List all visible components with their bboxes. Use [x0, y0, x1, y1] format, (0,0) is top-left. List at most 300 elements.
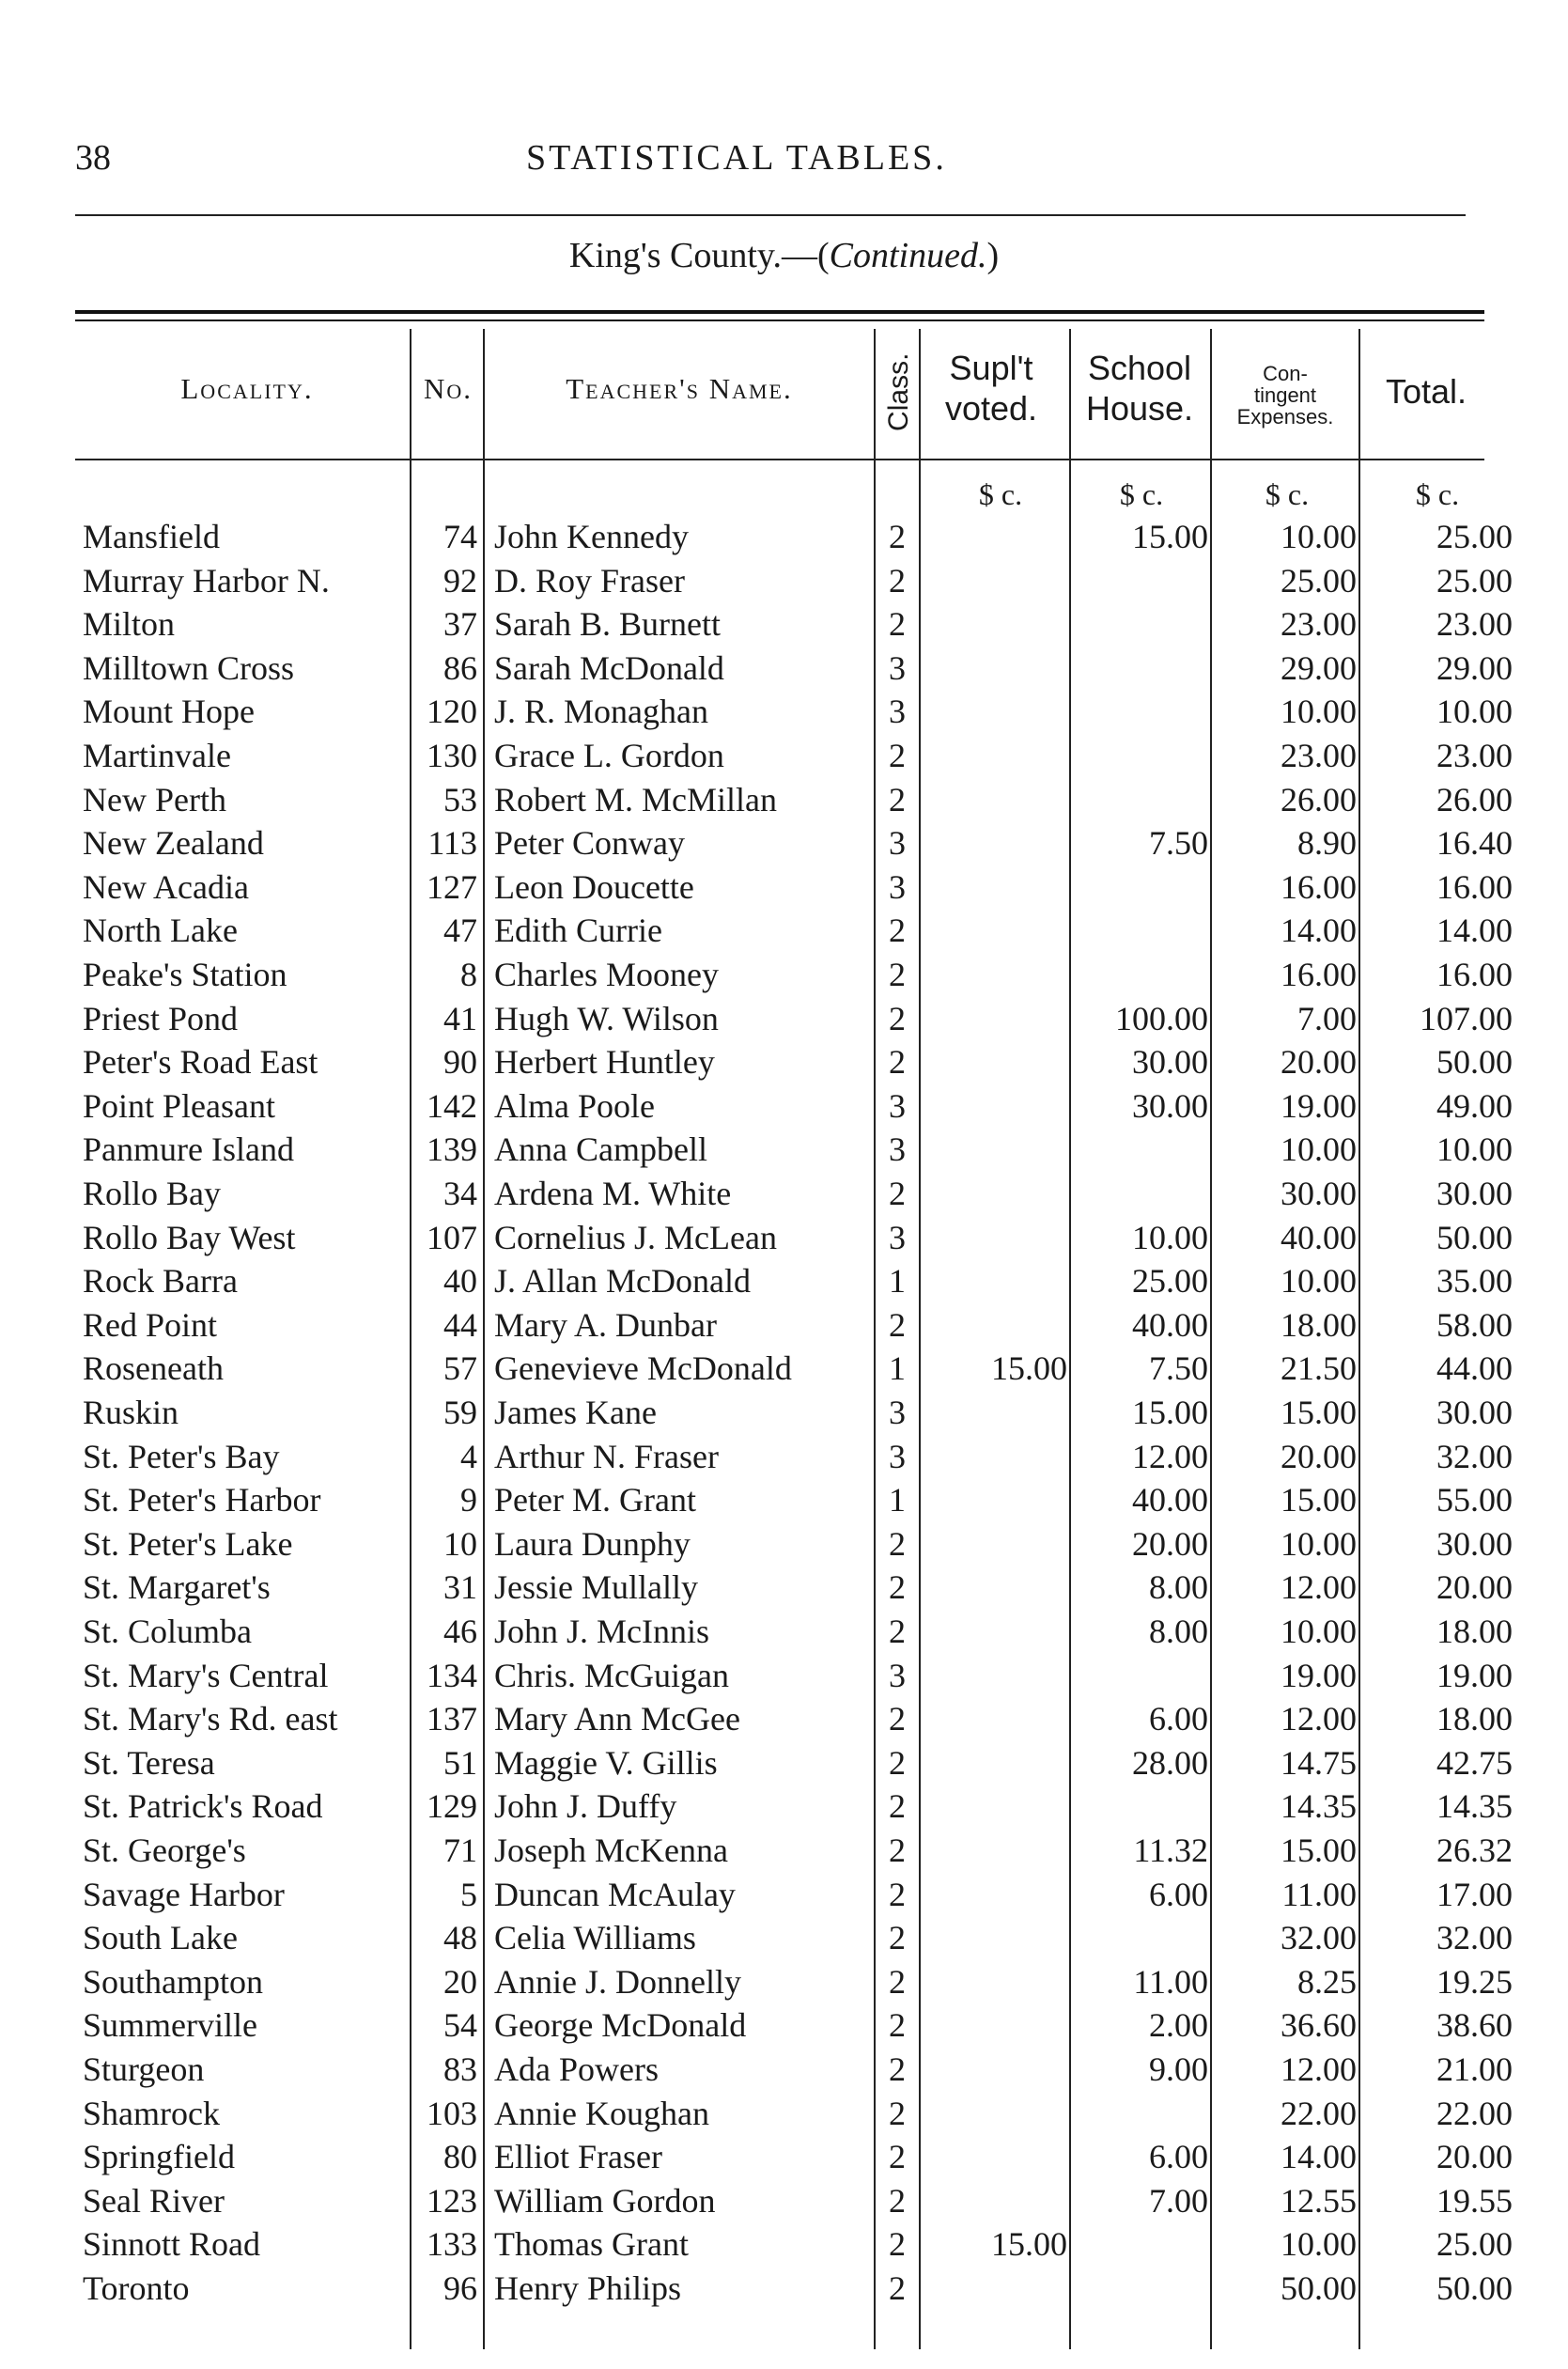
cell-contingent: 29.00 — [1281, 648, 1357, 687]
cell-locality: New Zealand — [83, 824, 264, 863]
cell-school-house: 30.00 — [1132, 1043, 1208, 1082]
cell-class: 2 — [889, 2094, 906, 2132]
table-row — [0, 1084, 1568, 1129]
cell-class: 3 — [889, 824, 906, 863]
cell-school-house: 9.00 — [1149, 2050, 1208, 2088]
table-row — [0, 734, 1568, 778]
cell-number: 83 — [443, 2050, 477, 2088]
cell-teacher-name: Henry Philips — [494, 2269, 682, 2307]
cell-total: 20.00 — [1436, 1568, 1513, 1607]
cell-school-house: 6.00 — [1149, 1875, 1208, 1913]
table-row — [0, 1303, 1568, 1348]
cell-teacher-name: Sarah McDonald — [494, 648, 724, 687]
cell-total: 55.00 — [1436, 1481, 1513, 1520]
table-row — [0, 515, 1568, 559]
cell-contingent: 10.00 — [1281, 1613, 1357, 1650]
cell-class: 2 — [889, 1524, 906, 1563]
cell-contingent: 10.00 — [1281, 1130, 1357, 1169]
cell-class: 2 — [889, 1305, 906, 1344]
cell-class: 2 — [889, 956, 906, 993]
cell-class: 1 — [889, 1349, 906, 1388]
cell-locality: St. Mary's Central — [83, 1656, 329, 1694]
cell-class: 2 — [889, 518, 906, 555]
cell-school-house: 15.00 — [1132, 518, 1208, 555]
cell-school-house: 15.00 — [1132, 1394, 1208, 1431]
cell-class: 2 — [889, 1743, 906, 1782]
cell-locality: St. Peter's Bay — [83, 1437, 280, 1475]
cell-contingent: 40.00 — [1281, 1218, 1357, 1256]
cell-locality: St. Margaret's — [83, 1568, 271, 1607]
cell-teacher-name: William Gordon — [494, 2181, 716, 2220]
cell-contingent: 12.00 — [1281, 1700, 1357, 1738]
cell-total: 17.00 — [1436, 1875, 1513, 1913]
cell-number: 41 — [443, 999, 477, 1037]
cell-teacher-name: Hugh W. Wilson — [494, 999, 719, 1037]
subtitle-close: ) — [986, 236, 1000, 275]
cell-total: 42.75 — [1436, 1743, 1513, 1782]
cell-school-house: 7.50 — [1149, 1349, 1208, 1388]
cell-contingent: 8.25 — [1297, 1962, 1357, 2001]
table-row — [0, 1610, 1568, 1654]
table-row — [0, 997, 1568, 1041]
table-subtitle — [0, 235, 1568, 276]
cell-contingent: 8.90 — [1297, 824, 1357, 863]
cell-total: 50.00 — [1436, 2269, 1513, 2307]
cell-locality: Point Pleasant — [83, 1086, 275, 1125]
cell-locality: Summerville — [83, 2006, 257, 2045]
cell-total: 35.00 — [1436, 1262, 1513, 1301]
table-top-rule — [75, 310, 1484, 314]
table-row — [0, 690, 1568, 734]
header-school-house — [1069, 348, 1210, 429]
cell-contingent: 32.00 — [1281, 1919, 1357, 1957]
cell-teacher-name: Robert M. McMillan — [494, 780, 777, 818]
cell-number: 133 — [427, 2225, 477, 2264]
cell-number: 4 — [460, 1437, 477, 1475]
cell-number: 57 — [443, 1349, 477, 1388]
cell-teacher-name: Peter Conway — [494, 824, 685, 863]
cell-number: 113 — [427, 824, 477, 863]
cell-supl-voted: 15.00 — [991, 2225, 1067, 2264]
cell-locality: Priest Pond — [83, 999, 239, 1037]
cell-teacher-name: J. Allan McDonald — [494, 1262, 751, 1301]
subtitle-county: King's County.—( — [568, 236, 830, 275]
header-school-line1: School — [1087, 349, 1192, 387]
cell-teacher-name: Genevieve McDonald — [494, 1349, 792, 1388]
cell-locality: New Acadia — [83, 867, 249, 906]
cell-locality: Southampton — [83, 1962, 264, 2001]
table-row — [0, 2179, 1568, 2223]
header-teacher-name: Teacher's Name. — [566, 372, 793, 405]
cell-number: 53 — [443, 780, 477, 818]
cell-locality: St. Peter's Lake — [83, 1524, 293, 1563]
cell-class: 2 — [889, 1568, 906, 1607]
cell-class: 3 — [889, 1218, 906, 1256]
cell-contingent: 36.60 — [1281, 2006, 1357, 2045]
cell-teacher-name: Ardena M. White — [494, 1175, 732, 1212]
cell-supl-voted: 15.00 — [991, 1349, 1067, 1388]
cell-number: 80 — [443, 2138, 477, 2176]
cell-teacher-name: Grace L. Gordon — [494, 737, 724, 774]
cell-class: 2 — [889, 561, 906, 600]
table-row — [0, 1829, 1568, 1873]
table-row — [0, 953, 1568, 997]
cell-number: 44 — [443, 1305, 477, 1344]
cell-locality: Rollo Bay — [83, 1175, 222, 1212]
cell-total: 14.35 — [1436, 1787, 1513, 1826]
cell-total: 18.00 — [1436, 1700, 1513, 1738]
cell-number: 37 — [443, 605, 477, 644]
running-head: STATISTICAL TABLES. — [526, 138, 947, 178]
cell-teacher-name: John J. McInnis — [494, 1613, 710, 1650]
cell-teacher-name: Herbert Huntley — [494, 1043, 715, 1082]
cell-contingent: 20.00 — [1281, 1437, 1357, 1475]
cell-school-house: 2.00 — [1149, 2006, 1208, 2045]
cell-contingent: 14.35 — [1281, 1787, 1357, 1826]
cell-class: 2 — [889, 912, 906, 950]
cell-class: 2 — [889, 1613, 906, 1650]
table-row — [0, 1391, 1568, 1435]
cell-total: 107.00 — [1420, 999, 1513, 1037]
cell-class: 2 — [889, 999, 906, 1037]
cell-number: 31 — [443, 1568, 477, 1607]
cell-total: 21.00 — [1436, 2050, 1513, 2088]
cell-contingent: 25.00 — [1281, 561, 1357, 600]
table-row — [0, 2267, 1568, 2311]
cell-locality: Mount Hope — [83, 693, 255, 731]
cell-contingent: 23.00 — [1281, 737, 1357, 774]
cell-teacher-name: Mary Ann McGee — [494, 1700, 740, 1738]
cell-contingent: 10.00 — [1281, 1524, 1357, 1563]
header-contingent-expenses — [1210, 363, 1360, 428]
cell-teacher-name: Annie J. Donnelly — [494, 1962, 741, 2001]
cell-contingent: 19.00 — [1281, 1656, 1357, 1694]
cell-class: 2 — [889, 1831, 906, 1869]
table-row — [0, 1128, 1568, 1172]
cell-locality: Milltown Cross — [83, 648, 295, 687]
cell-contingent: 10.00 — [1281, 1262, 1357, 1301]
cell-number: 8 — [460, 956, 477, 993]
cell-number: 46 — [443, 1613, 477, 1650]
cell-teacher-name: Cornelius J. McLean — [494, 1218, 777, 1256]
cell-number: 142 — [427, 1086, 477, 1125]
cell-number: 129 — [427, 1787, 477, 1826]
cell-teacher-name: Annie Koughan — [494, 2094, 709, 2132]
cell-number: 10 — [443, 1524, 477, 1563]
cell-number: 90 — [443, 1043, 477, 1082]
cell-total: 16.00 — [1436, 867, 1513, 906]
cell-teacher-name: D. Roy Fraser — [494, 561, 685, 600]
cell-total: 30.00 — [1436, 1524, 1513, 1563]
cell-number: 92 — [443, 561, 477, 600]
table-row — [0, 2003, 1568, 2048]
cell-teacher-name: James Kane — [494, 1394, 657, 1431]
cell-contingent: 21.50 — [1281, 1349, 1357, 1388]
cell-locality: Savage Harbor — [83, 1875, 285, 1913]
cell-school-house: 40.00 — [1132, 1305, 1208, 1344]
cell-locality: Martinvale — [83, 737, 231, 774]
cell-contingent: 10.00 — [1281, 2225, 1357, 2264]
cell-school-house: 25.00 — [1132, 1262, 1208, 1301]
cell-total: 25.00 — [1436, 518, 1513, 555]
cell-teacher-name: Thomas Grant — [494, 2225, 689, 2264]
cell-number: 51 — [443, 1743, 477, 1782]
cell-locality: Roseneath — [83, 1349, 224, 1388]
cell-class: 1 — [889, 1262, 906, 1301]
cell-contingent: 11.00 — [1281, 1875, 1357, 1913]
cell-locality: St. Peter's Harbor — [83, 1481, 321, 1520]
table-row — [0, 821, 1568, 865]
table-top-rule-thin — [75, 320, 1484, 321]
cell-class: 3 — [889, 648, 906, 687]
cell-total: 26.00 — [1436, 780, 1513, 818]
cell-locality: St. Columba — [83, 1613, 253, 1650]
cell-class: 2 — [889, 605, 906, 644]
table-row — [0, 1259, 1568, 1303]
cell-total: 44.00 — [1436, 1349, 1513, 1388]
cell-total: 14.00 — [1436, 912, 1513, 950]
cell-contingent: 30.00 — [1281, 1175, 1357, 1212]
cell-locality: Shamrock — [83, 2094, 220, 2132]
cell-contingent: 10.00 — [1281, 518, 1357, 555]
cell-number: 5 — [460, 1875, 477, 1913]
cell-teacher-name: Joseph McKenna — [494, 1831, 728, 1869]
cell-class: 3 — [889, 1394, 906, 1431]
cell-number: 9 — [460, 1481, 477, 1520]
cell-locality: Sturgeon — [83, 2050, 205, 2088]
cell-locality: Murray Harbor N. — [83, 561, 330, 600]
cell-school-house: 30.00 — [1132, 1086, 1208, 1125]
cell-number: 96 — [443, 2269, 477, 2307]
cell-class: 2 — [889, 1962, 906, 2001]
table-row — [0, 2092, 1568, 2136]
header-supl-line2: voted. — [944, 389, 1038, 429]
cell-teacher-name: Maggie V. Gillis — [494, 1743, 718, 1782]
cell-total: 49.00 — [1436, 1086, 1513, 1125]
header-school-line2: House. — [1085, 389, 1194, 429]
cell-number: 48 — [443, 1919, 477, 1957]
cell-number: 123 — [427, 2181, 477, 2220]
units-school: $ c. — [1119, 477, 1164, 511]
cell-locality: Sinnott Road — [83, 2225, 261, 2264]
table-row — [0, 1654, 1568, 1698]
header-no: No. — [423, 372, 474, 405]
cell-total: 10.00 — [1436, 693, 1513, 731]
cell-number: 59 — [443, 1394, 477, 1431]
cell-total: 19.00 — [1436, 1656, 1513, 1694]
cell-contingent: 7.00 — [1297, 999, 1357, 1037]
cell-locality: Rollo Bay West — [83, 1218, 296, 1256]
cell-teacher-name: Anna Campbell — [494, 1130, 707, 1169]
cell-contingent: 12.00 — [1281, 2050, 1357, 2088]
cell-locality: Panmure Island — [83, 1130, 294, 1169]
cell-total: 25.00 — [1436, 561, 1513, 600]
cell-teacher-name: Arthur N. Fraser — [494, 1437, 719, 1475]
table-row — [0, 2048, 1568, 2092]
cell-number: 47 — [443, 912, 477, 950]
table-row — [0, 602, 1568, 647]
cell-class: 2 — [889, 1787, 906, 1826]
cell-total: 29.00 — [1436, 648, 1513, 687]
cell-class: 2 — [889, 737, 906, 774]
cell-total: 26.32 — [1436, 1831, 1513, 1869]
cell-locality: Red Point — [83, 1305, 218, 1344]
cell-contingent: 15.00 — [1281, 1481, 1357, 1520]
header-class: Class. — [882, 352, 914, 431]
cell-contingent: 12.00 — [1281, 1568, 1357, 1607]
cell-number: 130 — [427, 737, 477, 774]
cell-total: 20.00 — [1436, 2138, 1513, 2176]
cell-locality: Mansfield — [83, 518, 220, 555]
cell-teacher-name: Leon Doucette — [494, 867, 694, 906]
header-cont-line2: tingent — [1253, 383, 1317, 408]
cell-number: 40 — [443, 1262, 477, 1301]
cell-school-house: 8.00 — [1149, 1613, 1208, 1650]
cell-locality: Peake's Station — [83, 956, 287, 993]
cell-locality: St. Patrick's Road — [83, 1787, 323, 1826]
cell-class: 2 — [889, 2006, 906, 2045]
cell-locality: New Perth — [83, 780, 226, 818]
cell-contingent: 19.00 — [1281, 1086, 1357, 1125]
cell-locality: Rock Barra — [83, 1262, 238, 1301]
cell-school-house: 7.00 — [1149, 2181, 1208, 2220]
table-row — [0, 1040, 1568, 1084]
cell-teacher-name: John Kennedy — [494, 518, 689, 555]
cell-total: 25.00 — [1436, 2225, 1513, 2264]
cell-contingent: 20.00 — [1281, 1043, 1357, 1082]
cell-contingent: 50.00 — [1281, 2269, 1357, 2307]
cell-teacher-name: Alma Poole — [494, 1086, 655, 1125]
table-row — [0, 1916, 1568, 1960]
header-bottom-rule — [75, 459, 1484, 460]
cell-locality: St. Teresa — [83, 1743, 215, 1782]
subtitle-continued: Continued. — [829, 236, 987, 275]
cell-locality: North Lake — [83, 912, 238, 950]
cell-teacher-name: Edith Currie — [494, 912, 662, 950]
header-total: Total. — [1385, 372, 1467, 411]
cell-total: 16.00 — [1436, 956, 1513, 993]
cell-contingent: 26.00 — [1281, 780, 1357, 818]
table-row — [0, 1873, 1568, 1917]
cell-number: 71 — [443, 1831, 477, 1869]
header-rule — [75, 214, 1466, 216]
cell-contingent: 10.00 — [1281, 693, 1357, 731]
cell-number: 107 — [427, 1218, 477, 1256]
cell-class: 3 — [889, 1437, 906, 1475]
cell-class: 2 — [889, 1919, 906, 1957]
cell-class: 3 — [889, 1130, 906, 1169]
cell-school-house: 28.00 — [1132, 1743, 1208, 1782]
cell-locality: Peter's Road East — [83, 1043, 318, 1082]
cell-class: 1 — [889, 1481, 906, 1520]
cell-contingent: 22.00 — [1281, 2094, 1357, 2132]
table-row — [0, 1697, 1568, 1741]
cell-teacher-name: Duncan McAulay — [494, 1875, 736, 1913]
cell-total: 32.00 — [1436, 1437, 1513, 1475]
cell-teacher-name: Peter M. Grant — [494, 1481, 696, 1520]
cell-total: 18.00 — [1436, 1613, 1513, 1650]
cell-total: 23.00 — [1436, 737, 1513, 774]
cell-total: 30.00 — [1436, 1175, 1513, 1212]
cell-total: 50.00 — [1436, 1218, 1513, 1256]
cell-contingent: 14.00 — [1281, 912, 1357, 950]
header-locality: Locality. — [180, 372, 314, 405]
cell-teacher-name: George McDonald — [494, 2006, 747, 2045]
cell-school-house: 11.00 — [1133, 1962, 1208, 2001]
cell-class: 2 — [889, 2050, 906, 2088]
cell-number: 34 — [443, 1175, 477, 1212]
cell-total: 22.00 — [1436, 2094, 1513, 2132]
cell-school-house: 10.00 — [1132, 1218, 1208, 1256]
cell-total: 30.00 — [1436, 1394, 1513, 1431]
cell-contingent: 14.75 — [1281, 1743, 1357, 1782]
cell-number: 103 — [427, 2094, 477, 2132]
cell-locality: Toronto — [83, 2269, 190, 2307]
cell-class: 2 — [889, 1043, 906, 1082]
cell-teacher-name: Laura Dunphy — [494, 1524, 691, 1563]
table-row — [0, 1741, 1568, 1785]
cell-school-house: 20.00 — [1132, 1524, 1208, 1563]
cell-total: 19.55 — [1436, 2181, 1513, 2220]
cell-teacher-name: Jessie Mullally — [494, 1568, 698, 1607]
cell-total: 50.00 — [1436, 1043, 1513, 1082]
page-number: 38 — [75, 138, 111, 178]
cell-contingent: 14.00 — [1281, 2138, 1357, 2176]
cell-total: 58.00 — [1436, 1305, 1513, 1344]
units-total: $ c. — [1415, 477, 1460, 511]
table-row — [0, 1435, 1568, 1479]
cell-total: 32.00 — [1436, 1919, 1513, 1957]
table-row — [0, 1785, 1568, 1829]
table-row — [0, 1566, 1568, 1610]
table-row — [0, 1216, 1568, 1260]
cell-school-house: 7.50 — [1149, 824, 1208, 863]
table-row — [0, 1347, 1568, 1391]
cell-teacher-name: Mary A. Dunbar — [494, 1305, 717, 1344]
cell-contingent: 15.00 — [1281, 1831, 1357, 1869]
cell-locality: St. George's — [83, 1831, 246, 1869]
cell-contingent: 23.00 — [1281, 605, 1357, 644]
cell-locality: Milton — [83, 605, 176, 644]
cell-school-house: 11.32 — [1133, 1831, 1208, 1869]
cell-contingent: 18.00 — [1281, 1305, 1357, 1344]
cell-locality: St. Mary's Rd. east — [83, 1700, 338, 1738]
cell-number: 20 — [443, 1962, 477, 2001]
header-cont-line3: Expenses. — [1236, 405, 1334, 429]
cell-teacher-name: Chris. McGuigan — [494, 1656, 729, 1694]
header-supl-line1: Supl't — [949, 349, 1033, 387]
cell-total: 16.40 — [1436, 824, 1513, 863]
cell-number: 134 — [427, 1656, 477, 1694]
cell-contingent: 16.00 — [1281, 867, 1357, 906]
cell-number: 54 — [443, 2006, 477, 2045]
cell-class: 2 — [889, 1175, 906, 1212]
cell-locality: Ruskin — [83, 1394, 179, 1431]
cell-class: 2 — [889, 2225, 906, 2264]
cell-class: 2 — [889, 1700, 906, 1738]
cell-contingent: 15.00 — [1281, 1394, 1357, 1431]
cell-total: 38.60 — [1436, 2006, 1513, 2045]
cell-class: 2 — [889, 2181, 906, 2220]
cell-class: 2 — [889, 2269, 906, 2307]
table-row — [0, 2135, 1568, 2179]
table-row — [0, 1522, 1568, 1566]
table-row — [0, 865, 1568, 910]
cell-contingent: 12.55 — [1281, 2181, 1357, 2220]
cell-total: 23.00 — [1436, 605, 1513, 644]
cell-school-house: 40.00 — [1132, 1481, 1208, 1520]
cell-locality: Seal River — [83, 2181, 225, 2220]
